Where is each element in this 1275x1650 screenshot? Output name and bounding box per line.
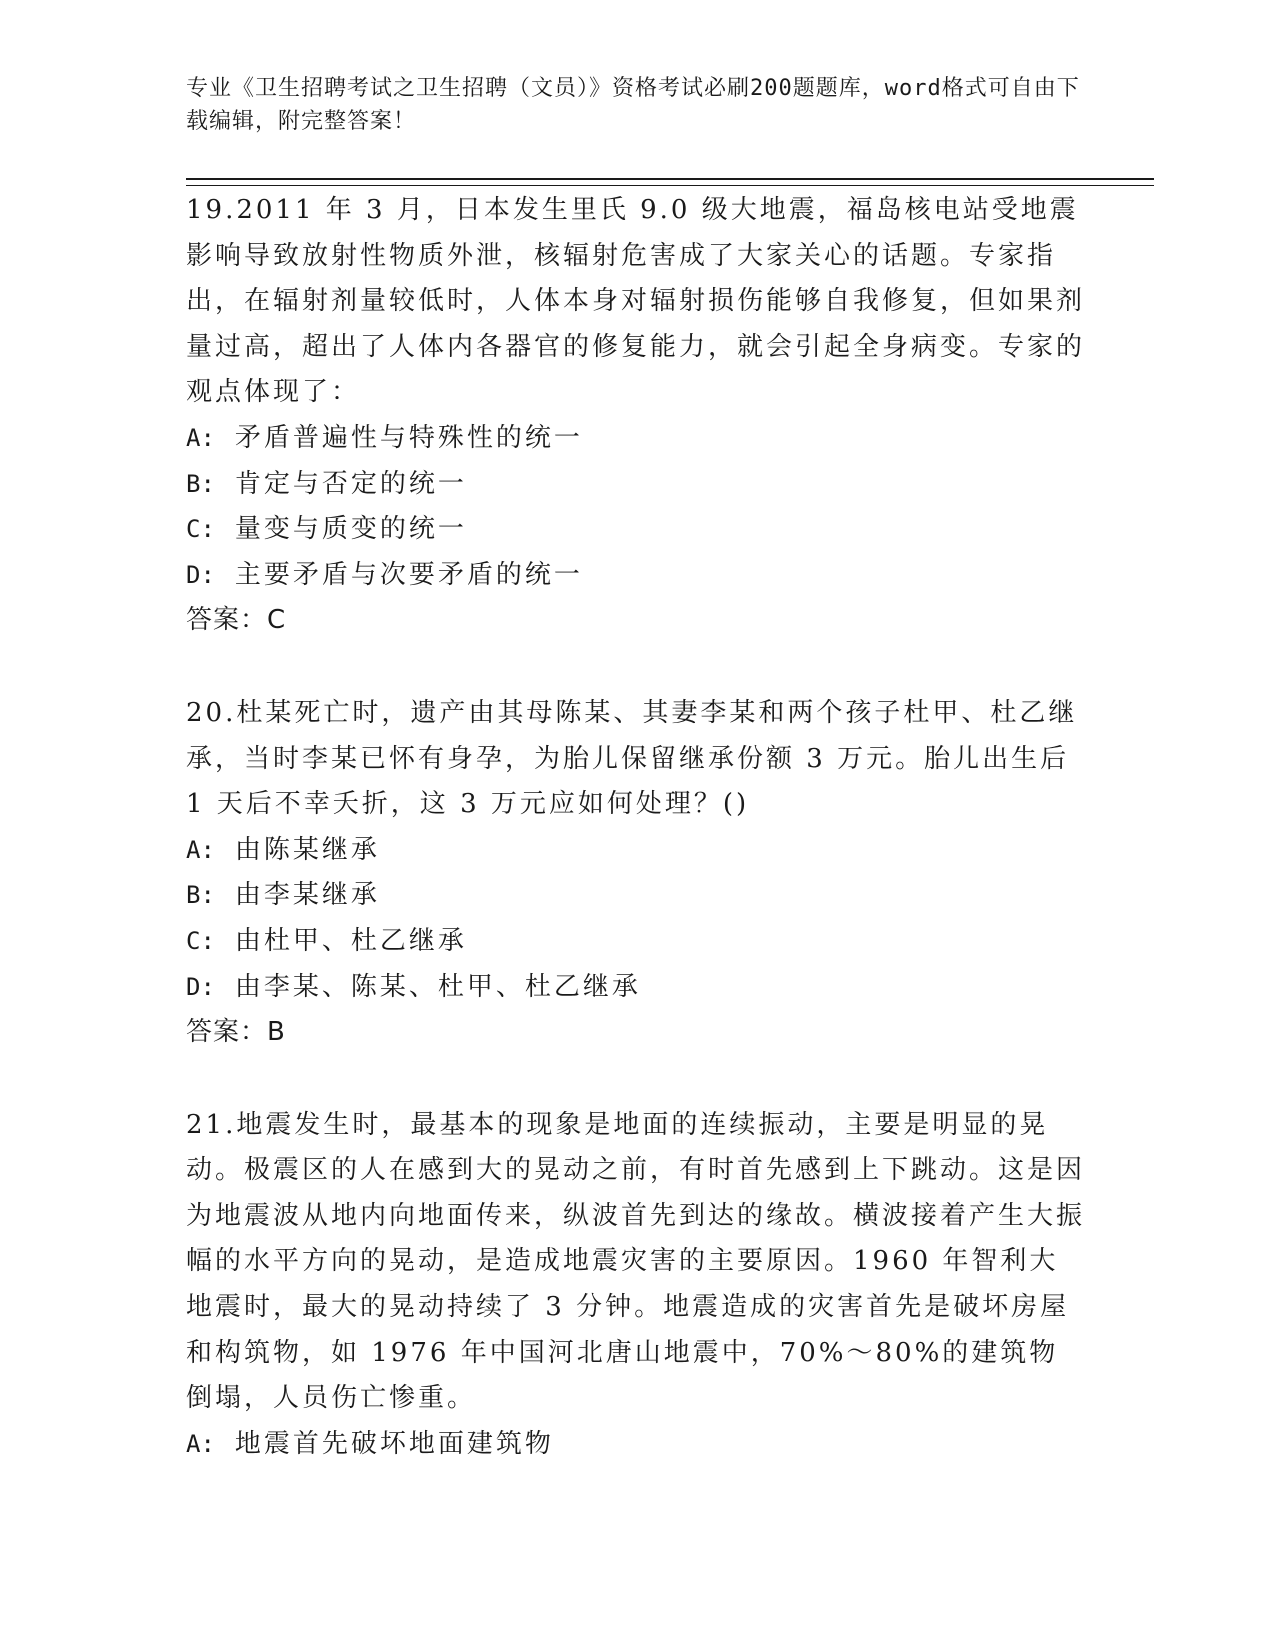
option-text: 矛盾普遍性与特殊性的统一 xyxy=(234,422,583,453)
option-key: D: xyxy=(186,972,215,1001)
option-a xyxy=(186,828,1086,874)
option-key: A: xyxy=(186,835,215,864)
option-b xyxy=(186,873,1086,919)
answer-line: 答案：C xyxy=(186,605,287,636)
option-key: B: xyxy=(186,469,215,498)
option-text: 肯定与否定的统一 xyxy=(234,468,467,499)
option-text: 由陈某继承 xyxy=(234,834,380,865)
option-a xyxy=(186,1422,1086,1468)
option-text: 由李某继承 xyxy=(234,880,380,911)
option-d xyxy=(186,553,1086,599)
document-header: 专业《卫生招聘考试之卫生招聘（文员）》资格考试必刷200题题库，word格式可自由下载编辑，附完整答案！ xyxy=(186,76,1080,134)
option-text: 主要矛盾与次要矛盾的统一 xyxy=(234,559,583,590)
option-key: A: xyxy=(186,423,215,452)
option-key: C: xyxy=(186,926,215,955)
question-21 xyxy=(186,1103,1086,1468)
answer-line: 答案：B xyxy=(186,1017,286,1048)
option-text: 地震首先破坏地面建筑物 xyxy=(234,1428,554,1459)
option-c xyxy=(186,507,1086,553)
option-d xyxy=(186,965,1086,1011)
question-list xyxy=(186,188,1086,1514)
question-20 xyxy=(186,691,1086,1056)
option-list xyxy=(186,416,1086,598)
question-19 xyxy=(186,188,1086,644)
option-list xyxy=(186,1422,1086,1468)
question-stem: 20.杜某死亡时，遗产由其母陈某、其妻李某和两个孩子杜甲、杜乙继承，当时李某已怀有身孕，为胎儿保留继承份额 3 万元。胎儿出生后 1 天后不幸夭折，这 3 万元应如何处理？() xyxy=(186,697,1078,820)
question-stem: 19.2011 年 3 月，日本发生里氏 9.0 级大地震，福岛核电站受地震影响导致放射性物质外泄，核辐射危害成了大家关心的话题。专家指出，在辐射剂量较低时，人体本身对辐射损伤能够自我修复，但如果剂量过高，超出了人体内各器官的修复能力，就会引起全身病变。专家的观点体现了： xyxy=(186,195,1086,408)
option-a xyxy=(186,416,1086,462)
option-text: 由杜甲、杜乙继承 xyxy=(234,925,467,956)
question-stem: 21.地震发生时，最基本的现象是地面的连续振动，主要是明显的晃动。极震区的人在感到大的晃动之前，有时首先感到上下跳动。这是因为地震波从地内向地面传来，纵波首先到达的缘故。横波接着产生大振幅的水平方向的晃动，是造成地震灾害的主要原因。1960 年智利大地震时，最大的晃动持续了 3 分钟。地震造成的灾害首先是破坏房屋和构筑物，如 1976 年中国河北唐山地震中，70%～80%的建筑物倒塌，人员伤亡惨重。 xyxy=(186,1109,1086,1414)
header-divider xyxy=(186,178,1154,186)
option-key: A: xyxy=(186,1429,215,1458)
option-key: B: xyxy=(186,881,215,910)
option-b xyxy=(186,462,1086,508)
option-key: D: xyxy=(186,560,215,589)
option-text: 量变与质变的统一 xyxy=(234,514,467,545)
option-text: 由李某、陈某、杜甲、杜乙继承 xyxy=(234,971,641,1002)
option-list xyxy=(186,828,1086,1010)
option-key: C: xyxy=(186,515,215,544)
option-c xyxy=(186,919,1086,965)
